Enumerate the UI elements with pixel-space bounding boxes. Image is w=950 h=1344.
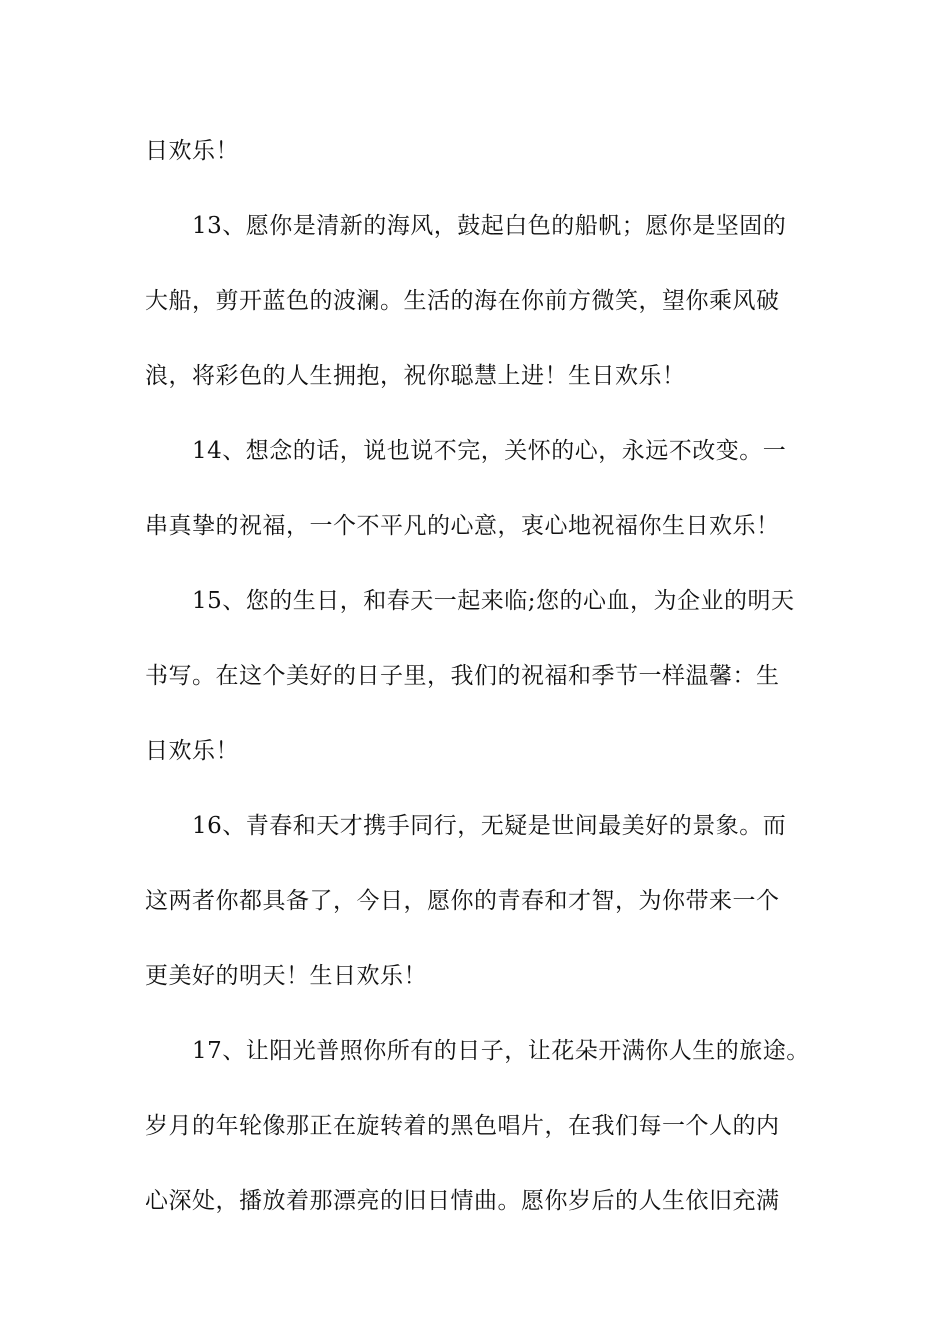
text-line: 岁月的年轮像那正在旋转着的黑色唱片，在我们每一个人的内 [145, 1113, 780, 1139]
text-line: 浪，将彩色的人生拥抱，祝你聪慧上进！生日欢乐！ [145, 363, 686, 389]
paragraph-13-line-1: 13、愿你是清新的海风，鼓起白色的船帆；愿你是坚固的 [192, 213, 787, 239]
paragraph-15-line-1: 15、您的生日，和春天一起来临;您的心血，为企业的明天 [192, 588, 795, 614]
text-line: 串真挚的祝福，一个不平凡的心意，衷心地祝福你生日欢乐！ [145, 513, 780, 539]
text-line: 日欢乐！ [145, 738, 239, 764]
paragraph-14-line-1: 14、想念的话，说也说不完，关怀的心，永远不改变。一 [192, 438, 787, 464]
paragraph-16-line-1: 16、青春和天才携手同行，无疑是世间最美好的景象。而 [192, 813, 787, 839]
text-line: 大船，剪开蓝色的波澜。生活的海在你前方微笑，望你乘风破 [145, 288, 780, 314]
text-line: 书写。在这个美好的日子里，我们的祝福和季节一样温馨：生 [145, 663, 780, 689]
text-line: 日欢乐！ [145, 138, 239, 164]
paragraph-17-line-1: 17、让阳光普照你所有的日子，让花朵开满你人生的旅途。 [192, 1038, 810, 1064]
text-line: 这两者你都具备了，今日，愿你的青春和才智，为你带来一个 [145, 888, 780, 914]
text-line: 心深处，播放着那漂亮的旧日情曲。愿你岁后的人生依旧充满 [145, 1188, 780, 1214]
text-line: 更美好的明天！生日欢乐！ [145, 963, 427, 989]
